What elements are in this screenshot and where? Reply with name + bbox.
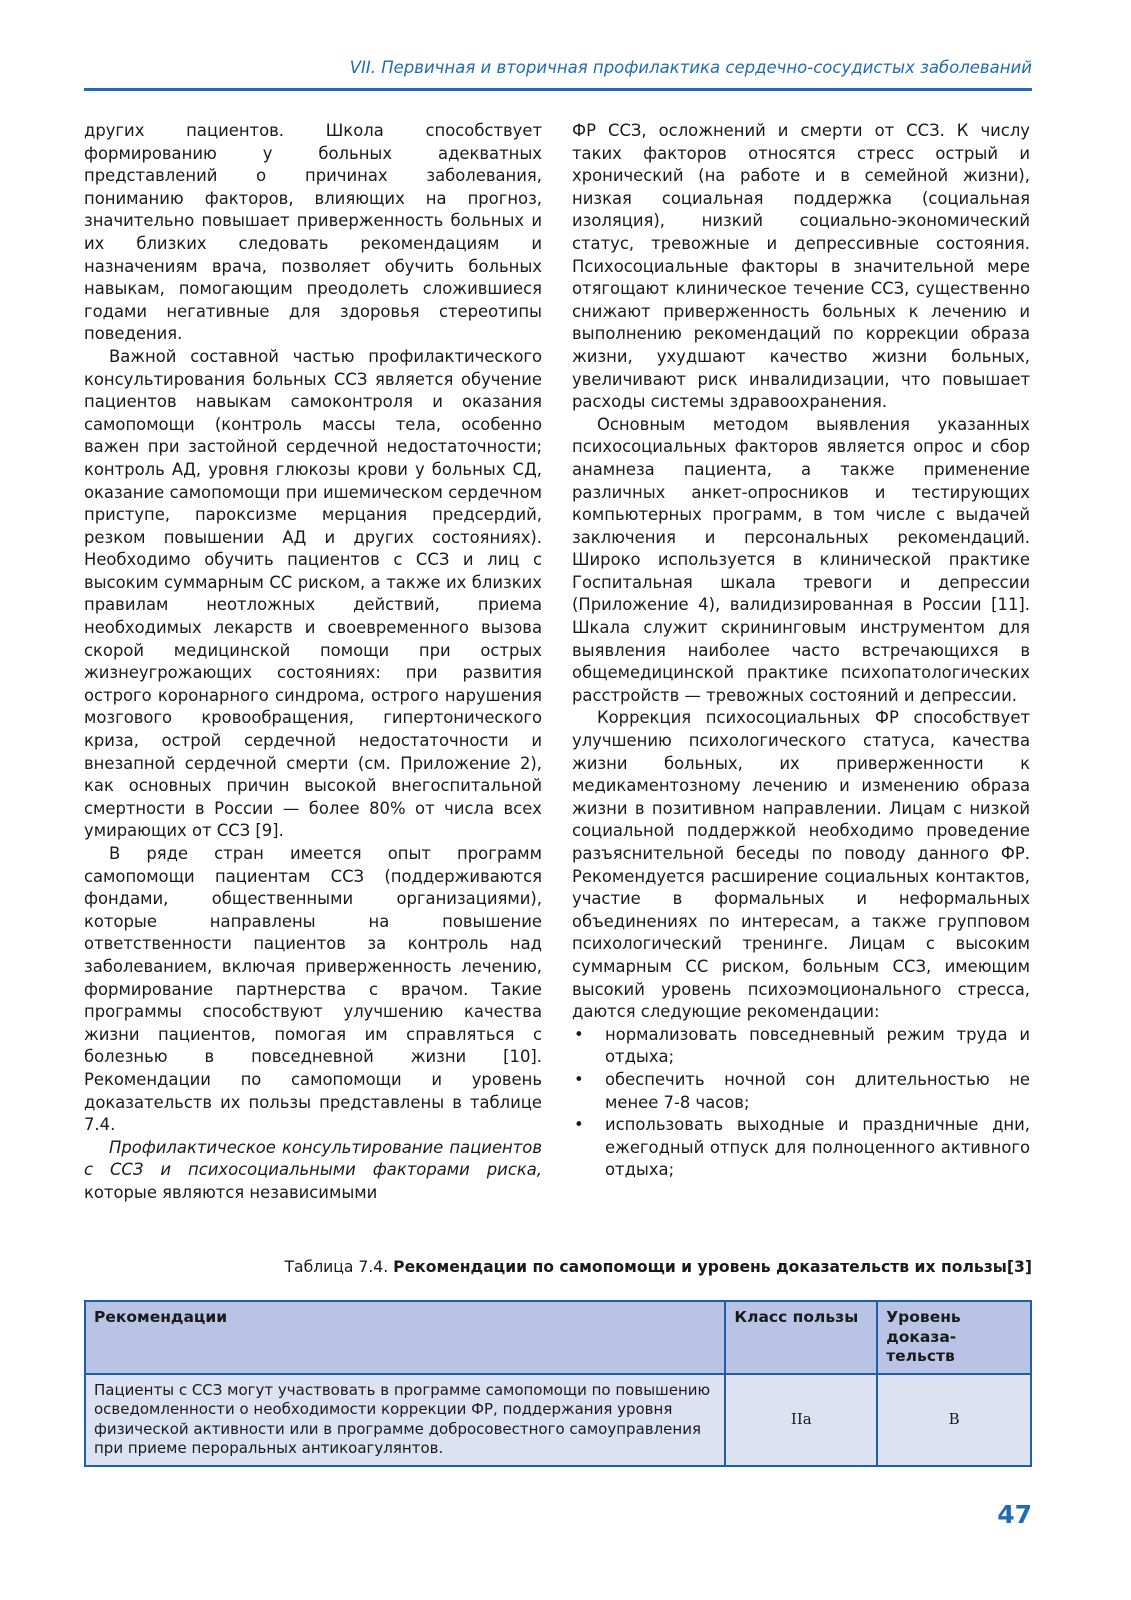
table-row <box>85 1374 1031 1466</box>
list-item-text: нормализовать повседневный режим труда и отдыха; <box>605 1024 1030 1067</box>
recommendation-cell: Пациенты с ССЗ могут участвовать в программе самопомощи по повышению осведомленности о необходимости коррекции ФР, поддержания уровня физической активности или в программе добросовестного самоуправления при приеме пероральных антикоагулянтов. <box>85 1374 725 1466</box>
list-item <box>572 1069 1030 1114</box>
table-caption-prefix: Таблица 7.4. <box>284 1258 394 1276</box>
page-number: 47 <box>997 1500 1032 1529</box>
list-item <box>572 1114 1030 1182</box>
header-divider <box>84 88 1032 91</box>
bullet-icon: • <box>574 1024 584 1044</box>
recommendations-table <box>84 1300 1032 1467</box>
column-header-recommendations: Рекомендации <box>85 1301 725 1374</box>
right-column <box>572 120 1030 1182</box>
paragraph: В ряде стран имеется опыт программ самопомощи пациентам ССЗ (поддерживаются фондами, общественными организациями), которые направлены на повышение ответственности пациентов за контроль над заболеванием, включая приверженность лечению, формирование партнерства с врачом. Такие программы способствуют улучшению качества жизни пациентов, помогая им справляться с болезнью в повседневной жизни [10]. Рекомендации по самопомощи и уровень доказательств их пользы представлены в таблице 7.4. <box>84 844 542 1135</box>
column-header-level: Уровень доказа-тельств <box>877 1301 1031 1374</box>
paragraph: ФР ССЗ, осложнений и смерти от ССЗ. К числу таких факторов относятся стресс острый и хронический (на работе и в семейной жизни), низкая социальная поддержка (социальная изоляция), низкий социально-экономический статус, тревожные и депрессивные состояния. Психосоциальные факторы в значительной мере отягощают клиническое течение ССЗ, существенно снижают приверженность больных к лечению и выполнению рекомендаций по коррекции образа жизни, ухудшают качество жизни больных, увеличивают риск инвалидизации, что повышает расходы системы здравоохранения. <box>572 121 1030 412</box>
list-item-text: обеспечить ночной сон длительностью не менее 7-8 часов; <box>605 1069 1030 1112</box>
table-caption-title: Рекомендации по самопомощи и уровень доказательств их пользы[3] <box>393 1258 1032 1276</box>
table-caption <box>84 1258 1032 1276</box>
bullet-icon: • <box>574 1069 584 1089</box>
paragraph <box>84 1137 542 1205</box>
running-header: VII. Первичная и вторичная профилактика сердечно-сосудистых заболеваний <box>349 58 1032 77</box>
recommendation-list <box>572 1024 1030 1182</box>
table-header-row <box>85 1301 1031 1374</box>
list-item-text: использовать выходные и праздничные дни, ежегодный отпуск для полноценного активного отдыха; <box>605 1115 1030 1180</box>
paragraph: других пациентов. Школа способствует формированию у больных адекватных представлений о причинах заболевания, пониманию факторов, влияющих на прогноз, значительно повышает приверженность больных и их близких следовать рекомендациям и назначениям врача, позволяет обучить больных навыкам, помогающим преодолеть сложившиеся годами негативные для здоровья стереотипы поведения. <box>84 121 542 344</box>
class-cell: IIa <box>725 1374 877 1466</box>
column-header-class: Класс пользы <box>725 1301 877 1374</box>
italic-lead: Профилактическое консультирование пациентов с ССЗ и психосоциальными факторами риска, <box>84 1137 542 1180</box>
paragraph: Основным методом выявления указанных психосоциальных факторов является опрос и сбор анамнеза пациента, а также применение различных анкет-опросников и тестирующих компьютерных программ, в том числе с выдачей заключения и персональных рекомендаций. Широко используется в клинической практике Госпитальная шкала тревоги и депрессии (Приложение 4), валидизированная в России [11]. Шкала служит скрининговым инструментом для выявления наиболее часто встречающихся в общемедицинской практике психопатологических расстройств — тревожных состояний и депрессии. <box>572 414 1030 705</box>
level-cell: B <box>877 1374 1031 1466</box>
paragraph: Важной составной частью профилактического консультирования больных ССЗ является обучение пациентов навыкам самоконтроля и оказания самопомощи (контроль массы тела, особенно важен при застойной сердечной недостаточности; контроль АД, уровня глюкозы крови у больных СД, оказание самопомощи при ишемическом сердечном приступе, пароксизме мерцания предсердий, резком повышении АД и других состояниях). Необходимо обучить пациентов с ССЗ и лиц с высоким суммарным СС риском, а также их близких правилам неотложных действий, приема необходимых лекарств и своевременного вызова скорой медицинской помощи при острых жизнеугрожающих состояниях: при развития острого коронарного синдрома, острого нарушения мозгового кровообращения, гипертонического криза, острой сердечной недостаточности и внезапной сердечной смерти (см. Приложение 2), как основных причин высокой внегоспитальной смертности в России — более 80% от числа всех умирающих от ССЗ [9]. <box>84 346 542 841</box>
paragraph-text: которые являются независимыми <box>84 1182 378 1202</box>
list-item <box>572 1024 1030 1069</box>
paragraph: Коррекция психосоциальных ФР способствует улучшению психологического статуса, качества жизни больных, их приверженности к медикаментозному лечению и изменению образа жизни в позитивном направлении. Лицам с низкой социальной поддержкой необходимо проведение разъяснительной беседы по поводу данного ФР. Рекомендуется расширение социальных контактов, участие в формальных и неформальных объединениях по интересам, а также групповом психологический тренинге. Лицам с высоким суммарным СС риском, больным ССЗ, имеющим высокий уровень психоэмоционального стресса, даются следующие рекомендации: <box>572 708 1030 1022</box>
bullet-icon: • <box>574 1115 584 1135</box>
left-column <box>84 120 542 1205</box>
